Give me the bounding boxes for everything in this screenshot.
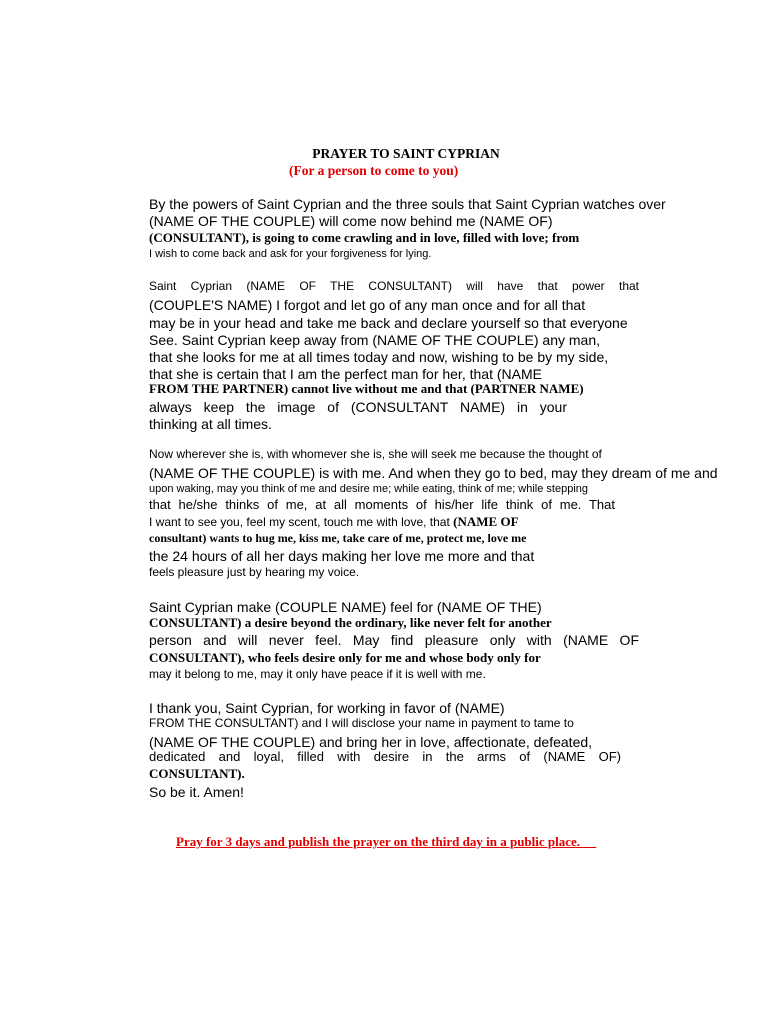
p3-line-1: Now wherever she is, with whomever she is, she will seek me because the thought of (149, 447, 602, 461)
p5-line-5: CONSULTANT). (149, 766, 245, 781)
p2-line-3: may be in your head and take me back and declare yourself so that everyone (149, 315, 628, 331)
p2-line-2: (COUPLE'S NAME) I forgot and let go of any man once and for all that (149, 297, 586, 313)
footer-instruction-text: Pray for 3 days and publish the prayer on the third day in a public place. (176, 834, 581, 849)
p5-line-3: (NAME OF THE COUPLE) and bring her in love, affectionate, defeated, (149, 734, 593, 750)
p2-line-6: that she is certain that I am the perfect man for her, that (NAME (149, 366, 542, 382)
p3-line-5 (149, 515, 519, 530)
prayer-title: PRAYER TO SAINT CYPRIAN (312, 146, 500, 161)
p2-line-5: that she looks for me at all times today and now, wishing to be by my side, (149, 349, 609, 365)
p2-line-1: Saint Cyprian (NAME OF THE CONSULTANT) will have that power that (149, 279, 639, 293)
p4-line-2: CONSULTANT) a desire beyond the ordinary, like never felt for another (149, 615, 552, 630)
footer-instruction (176, 834, 596, 850)
p5-line-6: So be it. Amen! (149, 784, 244, 800)
p2-line-4: See. Saint Cyprian keep away from (NAME OF THE COUPLE) any man, (149, 332, 601, 348)
p5-line-1: I thank you, Saint Cyprian, for working in favor of (NAME) (149, 700, 505, 716)
p5-line-2: FROM THE CONSULTANT) and I will disclose your name in payment to tame to (149, 716, 574, 730)
p5-line-4: dedicated and loyal, filled with desire in the arms of (NAME OF) (149, 749, 621, 764)
p3-line-3: upon waking, may you think of me and desire me; while eating, think of me; while stepping (149, 483, 589, 495)
p1-line-3: (CONSULTANT), is going to come crawling and in love, filled with love; from (149, 230, 580, 245)
p3-line-5-bold: (NAME OF (453, 514, 519, 529)
p2-line-7: FROM THE PARTNER) cannot live without me and that (PARTNER NAME) (149, 381, 584, 396)
p3-line-4: that he/she thinks of me, at all moments of his/her life think of me. That (149, 497, 615, 512)
p4-line-3: person and will never feel. May find pleasure only with (NAME OF (149, 632, 639, 648)
prayer-subtitle: (For a person to come to you) (289, 163, 459, 178)
p2-line-9: thinking at all times. (149, 416, 272, 432)
p3-line-7: the 24 hours of all her days making her love me more and that (149, 548, 535, 564)
p4-line-4: CONSULTANT), who feels desire only for me and whose body only for (149, 650, 541, 665)
p4-line-5: may it belong to me, may it only have peace if it is well with me. (149, 667, 486, 681)
p1-line-1: By the powers of Saint Cyprian and the three souls that Saint Cyprian watches over (149, 196, 666, 212)
p1-line-4: I wish to come back and ask for your forgiveness for lying. (149, 248, 432, 260)
p4-line-1: Saint Cyprian make (COUPLE NAME) feel for (NAME OF THE) (149, 599, 542, 615)
p2-line-8: always keep the image of (CONSULTANT NAME) in your (149, 399, 567, 415)
p1-line-2: (NAME OF THE COUPLE) will come now behind me (NAME OF) (149, 213, 553, 229)
p3-line-5-text: I want to see you, feel my scent, touch me with love, that (149, 515, 454, 529)
p3-line-6: consultant) wants to hug me, kiss me, take care of me, protect me, love me (149, 531, 527, 545)
p3-line-8: feels pleasure just by hearing my voice. (149, 565, 360, 579)
p3-line-2: (NAME OF THE COUPLE) is with me. And when they go to bed, may they dream of me and (149, 465, 718, 481)
